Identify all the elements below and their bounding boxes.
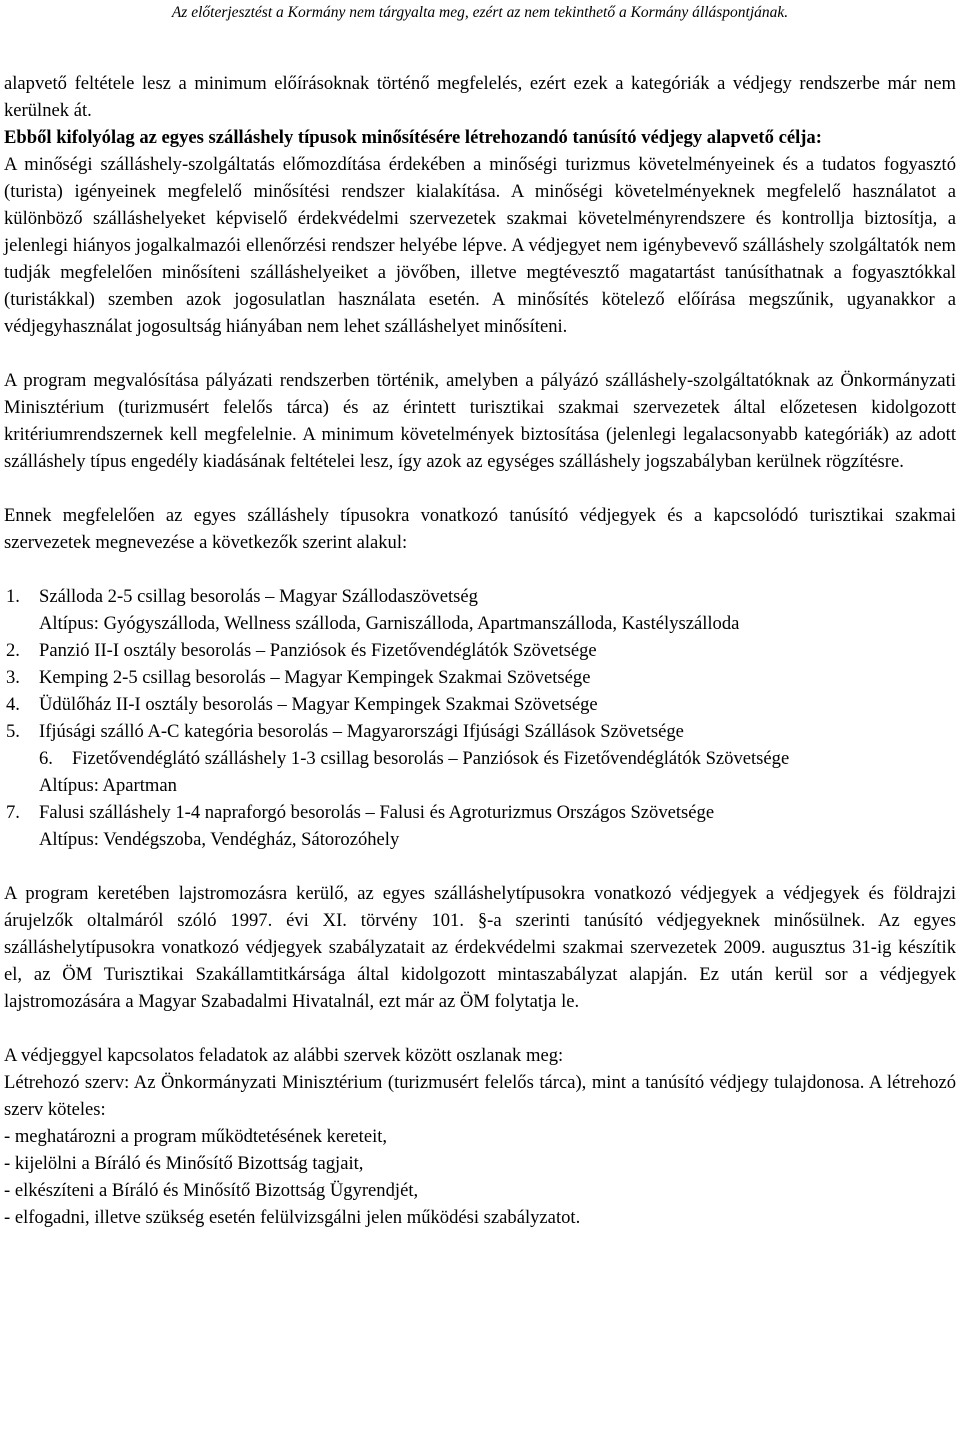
list-item-number: 7. — [6, 802, 20, 823]
list-item — [4, 718, 956, 745]
paragraph-intro-continuation: alapvető feltétele lesz a minimum előírásoknak történő megfelelés, ezért ezek a kategóriák a védjegy rendszerbe már nem kerülnek át. — [4, 73, 956, 121]
paragraph-tasks-intro: A védjeggyel kapcsolatos feladatok az alábbi szervek között oszlanak meg: — [4, 1045, 564, 1066]
list-item — [4, 664, 956, 691]
duty-item: - kijelölni a Bíráló és Minősítő Bizottság tagjait, — [4, 1153, 364, 1174]
list-item-text: Ifjúsági szálló A-C kategória besorolás – Magyarországi Ifjúsági Szállások Szövetsége — [39, 721, 684, 742]
list-item-number: 4. — [6, 694, 20, 715]
list-item — [4, 637, 956, 664]
list-item-text: Fizetővendéglátó szálláshely 1-3 csillag besorolás – Panziósok és Fizetővendéglátók Szövetsége — [72, 748, 790, 769]
list-item-number: 1. — [6, 586, 20, 607]
list-item-number: 2. — [6, 640, 20, 661]
list-item — [4, 799, 956, 826]
list-item-subtype — [4, 610, 956, 637]
list-item-text: Panzió II-I osztály besorolás – Panziósok és Fizetővendéglátók Szövetsége — [39, 640, 597, 661]
paragraph-goal-heading: Ebből kifolyólag az egyes szálláshely típusok minősítésére létrehozandó tanúsító védjegy alapvető célja: — [4, 127, 822, 148]
list-item-subtype — [4, 826, 956, 853]
paragraph-program-implementation: A program megvalósítása pályázati rendszerben történik, amelyben a pályázó szálláshely-szolgáltatóknak az Önkormányzati Minisztérium (turizmusért felelős tárca) és az érintett turisztikai szakmai szervezetek által előzetesen kidolgozott kritériumrendszernek kell megfelelnie. A minimum követelmények biztosítása (jelenlegi legalacsonyabb kategóriák) az adott szálláshely típus engedély kiadásának feltételei lesz, így azok az egységes szálláshely jogszabályban kerülnek rögzítésre. — [4, 370, 956, 472]
page-header-notice: Az előterjesztést a Kormány nem tárgyalta meg, ezért az nem tekinthető a Kormány álláspontjának. — [171, 4, 789, 21]
paragraph-list-intro: Ennek megfelelően az egyes szálláshely típusokra vonatkozó tanúsító védjegyek és a kapcsolódó turisztikai szakmai szervezetek megnevezése a következők szerint alakul: — [4, 505, 956, 553]
list-item-subtype-text: Altípus: Gyógyszálloda, Wellness szálloda, Garniszálloda, Apartmanszálloda, Kastélyszálloda — [39, 613, 740, 634]
list-item — [4, 745, 956, 772]
duty-item: - meghatározni a program működtetésének kereteit, — [4, 1126, 388, 1147]
list-item-text: Kemping 2-5 csillag besorolás – Magyar Kempingek Szakmai Szövetsége — [39, 667, 591, 688]
list-item-subtype — [4, 772, 956, 799]
list-item-number: 3. — [6, 667, 20, 688]
list-item-subtype-text: Altípus: Apartman — [39, 775, 177, 796]
paragraph-registration: A program keretében lajstromozásra kerülő, az egyes szálláshelytípusokra vonatkozó védjegyek a védjegyek és földrajzi árujelzők oltalmáról szóló 1997. évi XI. törvény 101. §-a szerinti tanúsító védjegyeknek minősülnek. Az egyes szálláshelytípusokra vonatkozó védjegyek szabályzatait az érdekvédelmi szakmai szervezetek 2009. augusztus 31-ig készítik el, az ÖM Turisztikai Szakállamtitkársága által kidolgozott mintaszabályzat alapján. Ez után kerül sor a védjegyek lajstromozására a Magyar Szabadalmi Hivatalnál, ezt már az ÖM folytatja le. — [4, 883, 956, 1012]
list-item-text: Szálloda 2-5 csillag besorolás – Magyar Szállodaszövetség — [39, 586, 478, 607]
list-item-text: Falusi szálláshely 1-4 napraforgó besorolás – Falusi és Agroturizmus Országos Szövetsége — [39, 802, 715, 823]
list-item-number: 5. — [6, 721, 20, 742]
accommodation-category-list — [4, 583, 956, 853]
duty-item: - elkészíteni a Bíráló és Minősítő Bizottság Ügyrendjét, — [4, 1180, 419, 1201]
document-body — [4, 70, 956, 1231]
list-item-text: Üdülőház II-I osztály besorolás – Magyar Kempingek Szakmai Szövetsége — [39, 694, 598, 715]
list-item — [4, 691, 956, 718]
paragraph-creator-body: Létrehozó szerv: Az Önkormányzati Minisztérium (turizmusért felelős tárca), mint a tanúsító védjegy tulajdonosa. A létrehozó szerv köteles: — [4, 1072, 956, 1120]
list-item — [4, 583, 956, 610]
list-item-number: 6. — [39, 748, 53, 769]
paragraph-goal-body: A minőségi szálláshely-szolgáltatás előmozdítása érdekében a minőségi turizmus követelményeinek és a tudatos fogyasztó (turista) igényeinek megfelelő minősítési rendszer kialakítása. A minőségi követelményeknek megfelelő használatot a különböző szálláshelyeket képviselő érdekvédelmi szervezetek szakmai követelményrendszere és kontrollja biztosítja, a jelenlegi hiányos jogalkalmazói ellenőrzési rendszer helyébe lépve. A védjegyet nem igénybevevő szálláshely szolgáltatók nem tudják megfelelően minősíteni szálláshelyeiket a jövőben, illetve megtévesztő magatartást tanúsíthatnak a fogyasztókkal (turistákkal) szemben azok jogosulatlan használata esetén. A minősítés kötelező előírása megszűnik, ugyanakkor a védjegyhasználat jogosultság hiányában nem lehet szálláshelyet minősíteni. — [4, 154, 956, 337]
duty-item: - elfogadni, illetve szükség esetén felülvizsgálni jelen működési szabályzatot. — [4, 1207, 581, 1228]
list-item-subtype-text: Altípus: Vendégszoba, Vendégház, Sátorozóhely — [39, 829, 400, 850]
